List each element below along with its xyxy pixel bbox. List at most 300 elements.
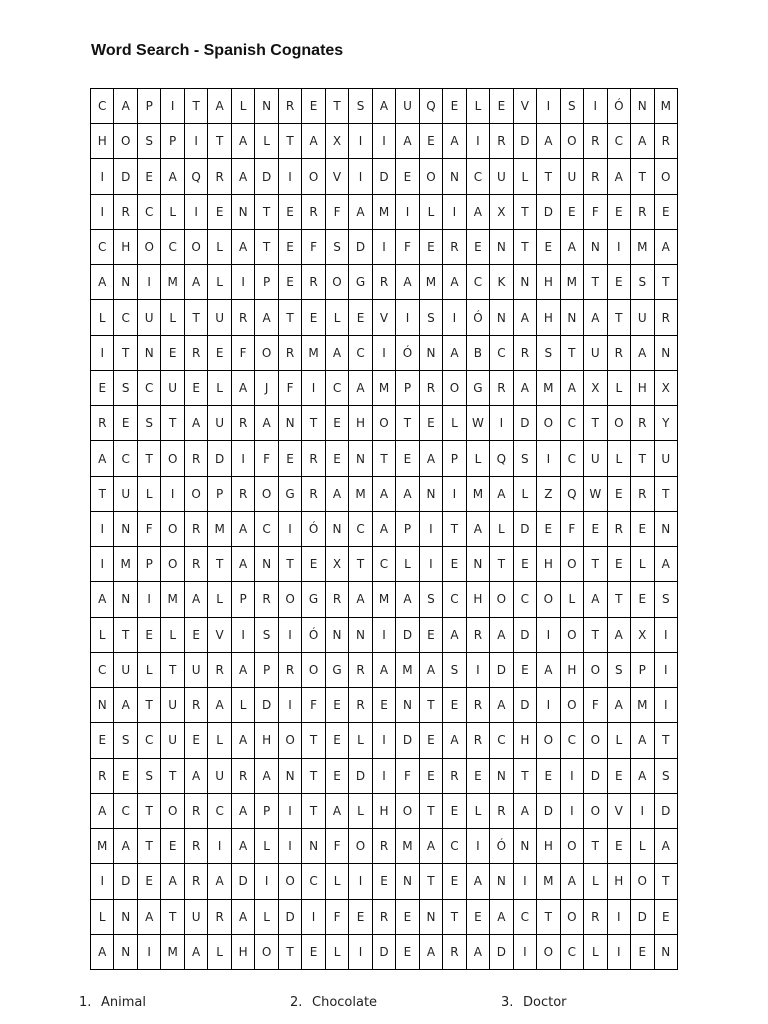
grid-cell: N xyxy=(420,477,443,512)
grid-cell: I xyxy=(91,159,114,194)
grid-cell: L xyxy=(584,864,607,899)
grid-cell: O xyxy=(255,477,278,512)
grid-cell: E xyxy=(396,159,419,194)
grid-cell: C xyxy=(514,582,537,617)
grid-cell: M xyxy=(161,935,184,970)
grid-cell: M xyxy=(631,230,654,265)
grid-cell: I xyxy=(91,195,114,230)
grid-cell: T xyxy=(114,336,137,371)
grid-cell: A xyxy=(561,864,584,899)
grid-cell: A xyxy=(608,618,631,653)
grid-cell: E xyxy=(537,759,560,794)
grid-cell: T xyxy=(185,89,208,124)
grid-cell: I xyxy=(91,864,114,899)
grid-cell: T xyxy=(584,829,607,864)
grid-cell: M xyxy=(396,829,419,864)
grid-cell: A xyxy=(185,759,208,794)
grid-cell: I xyxy=(279,688,302,723)
grid-cell: P xyxy=(255,265,278,300)
grid-cell: H xyxy=(91,124,114,159)
grid-cell: P xyxy=(631,653,654,688)
grid-cell: A xyxy=(608,688,631,723)
grid-cell: D xyxy=(631,900,654,935)
grid-cell: R xyxy=(208,159,231,194)
grid-cell: I xyxy=(537,441,560,476)
grid-cell: A xyxy=(396,124,419,159)
grid-cell: D xyxy=(514,688,537,723)
grid-cell: A xyxy=(420,935,443,970)
grid-cell: I xyxy=(467,829,490,864)
grid-cell: E xyxy=(514,653,537,688)
grid-cell: T xyxy=(255,195,278,230)
grid-cell: O xyxy=(561,900,584,935)
grid-cell: E xyxy=(490,89,513,124)
grid-cell: R xyxy=(443,759,466,794)
grid-cell: T xyxy=(255,230,278,265)
grid-cell: N xyxy=(443,159,466,194)
grid-cell: R xyxy=(185,829,208,864)
grid-cell: I xyxy=(91,336,114,371)
grid-cell: I xyxy=(91,547,114,582)
grid-cell: C xyxy=(373,547,396,582)
grid-cell: N xyxy=(326,618,349,653)
grid-cell: O xyxy=(138,230,161,265)
grid-cell: N xyxy=(467,547,490,582)
grid-cell: N xyxy=(514,829,537,864)
grid-cell: R xyxy=(443,230,466,265)
grid-cell: S xyxy=(138,124,161,159)
grid-cell: N xyxy=(114,265,137,300)
grid-cell: O xyxy=(490,582,513,617)
grid-cell: G xyxy=(279,477,302,512)
grid-cell: O xyxy=(279,723,302,758)
grid-cell: L xyxy=(255,124,278,159)
grid-cell: I xyxy=(537,618,560,653)
grid-cell: I xyxy=(655,653,678,688)
grid-cell: I xyxy=(561,759,584,794)
grid-cell: O xyxy=(420,159,443,194)
grid-cell: I xyxy=(373,124,396,159)
grid-cell: N xyxy=(655,512,678,547)
grid-cell: X xyxy=(490,195,513,230)
grid-cell: I xyxy=(373,230,396,265)
grid-cell: F xyxy=(255,441,278,476)
grid-cell: T xyxy=(302,406,325,441)
grid-cell: V xyxy=(373,300,396,335)
grid-cell: A xyxy=(326,336,349,371)
grid-cell: A xyxy=(232,159,255,194)
grid-cell: V xyxy=(514,89,537,124)
grid-cell: E xyxy=(373,688,396,723)
word-search-grid xyxy=(90,88,678,970)
grid-cell: D xyxy=(114,159,137,194)
grid-cell: A xyxy=(114,688,137,723)
grid-cell: M xyxy=(373,195,396,230)
grid-cell: E xyxy=(631,935,654,970)
grid-cell: A xyxy=(91,582,114,617)
grid-cell: S xyxy=(514,441,537,476)
grid-cell: S xyxy=(349,89,372,124)
grid-cell: T xyxy=(208,547,231,582)
grid-cell: A xyxy=(514,371,537,406)
grid-cell: D xyxy=(490,653,513,688)
grid-cell: E xyxy=(420,124,443,159)
grid-cell: I xyxy=(161,89,184,124)
grid-cell: R xyxy=(608,336,631,371)
grid-cell: E xyxy=(302,300,325,335)
grid-cell: R xyxy=(279,89,302,124)
grid-cell: O xyxy=(161,794,184,829)
grid-cell: M xyxy=(373,371,396,406)
grid-cell: S xyxy=(537,336,560,371)
grid-cell: O xyxy=(584,723,607,758)
grid-cell: N xyxy=(420,900,443,935)
grid-cell: L xyxy=(91,300,114,335)
grid-cell: T xyxy=(584,265,607,300)
grid-cell: C xyxy=(561,935,584,970)
grid-cell: P xyxy=(443,441,466,476)
grid-cell: R xyxy=(302,441,325,476)
word-number: 2. xyxy=(290,995,303,1010)
grid-cell: R xyxy=(631,406,654,441)
grid-cell: A xyxy=(373,653,396,688)
grid-cell: R xyxy=(514,336,537,371)
grid-cell: N xyxy=(114,582,137,617)
grid-cell: O xyxy=(561,688,584,723)
grid-cell: C xyxy=(326,371,349,406)
word-label: Animal xyxy=(101,995,146,1010)
grid-cell: T xyxy=(420,794,443,829)
grid-cell: A xyxy=(373,477,396,512)
grid-cell: C xyxy=(443,829,466,864)
grid-cell: A xyxy=(467,935,490,970)
grid-cell: C xyxy=(490,723,513,758)
grid-cell: A xyxy=(185,935,208,970)
grid-cell: E xyxy=(467,230,490,265)
grid-cell: C xyxy=(138,723,161,758)
grid-cell: C xyxy=(561,406,584,441)
grid-cell: A xyxy=(326,794,349,829)
grid-cell: U xyxy=(208,300,231,335)
grid-cell: D xyxy=(349,759,372,794)
grid-cell: I xyxy=(232,618,255,653)
grid-cell: R xyxy=(467,618,490,653)
grid-cell: A xyxy=(584,582,607,617)
grid-cell: N xyxy=(490,864,513,899)
grid-cell: L xyxy=(490,512,513,547)
grid-cell: E xyxy=(420,723,443,758)
grid-cell: P xyxy=(255,794,278,829)
grid-cell: R xyxy=(584,900,607,935)
grid-cell: E xyxy=(138,864,161,899)
word-list-item xyxy=(290,995,377,1010)
grid-cell: A xyxy=(631,759,654,794)
grid-cell: N xyxy=(255,547,278,582)
grid-cell: L xyxy=(514,477,537,512)
grid-cell: R xyxy=(490,794,513,829)
grid-cell: C xyxy=(91,230,114,265)
grid-cell: L xyxy=(208,935,231,970)
grid-cell: E xyxy=(161,336,184,371)
grid-cell: T xyxy=(608,582,631,617)
grid-cell: D xyxy=(396,618,419,653)
grid-cell: I xyxy=(514,864,537,899)
grid-cell: E xyxy=(514,547,537,582)
grid-cell: P xyxy=(138,547,161,582)
grid-cell: D xyxy=(349,230,372,265)
grid-cell: A xyxy=(91,265,114,300)
grid-cell: F xyxy=(326,195,349,230)
grid-cell: L xyxy=(91,618,114,653)
grid-cell: R xyxy=(655,124,678,159)
grid-cell: T xyxy=(161,759,184,794)
grid-cell: L xyxy=(326,300,349,335)
grid-cell: I xyxy=(279,159,302,194)
grid-cell: R xyxy=(232,300,255,335)
grid-cell: L xyxy=(208,371,231,406)
grid-cell: O xyxy=(185,477,208,512)
grid-cell: E xyxy=(279,195,302,230)
grid-cell: E xyxy=(420,230,443,265)
grid-cell: D xyxy=(373,935,396,970)
grid-cell: A xyxy=(114,829,137,864)
grid-cell: T xyxy=(584,618,607,653)
grid-cell: R xyxy=(114,195,137,230)
grid-cell: Z xyxy=(537,477,560,512)
grid-cell: R xyxy=(208,653,231,688)
grid-cell: A xyxy=(232,512,255,547)
grid-cell: N xyxy=(631,89,654,124)
grid-cell: I xyxy=(631,794,654,829)
grid-cell: E xyxy=(537,512,560,547)
grid-cell: R xyxy=(185,441,208,476)
grid-cell: R xyxy=(302,477,325,512)
grid-cell: E xyxy=(396,935,419,970)
grid-cell: L xyxy=(349,723,372,758)
grid-cell: N xyxy=(255,89,278,124)
grid-cell: A xyxy=(185,265,208,300)
grid-cell: A xyxy=(373,89,396,124)
grid-cell: L xyxy=(514,159,537,194)
grid-cell: C xyxy=(138,195,161,230)
grid-cell: L xyxy=(91,900,114,935)
grid-cell: L xyxy=(208,265,231,300)
grid-cell: I xyxy=(185,195,208,230)
grid-cell: A xyxy=(631,124,654,159)
grid-cell: E xyxy=(279,265,302,300)
grid-cell: A xyxy=(232,723,255,758)
grid-cell: U xyxy=(114,653,137,688)
grid-cell: X xyxy=(326,547,349,582)
grid-cell: A xyxy=(608,159,631,194)
grid-cell: F xyxy=(302,230,325,265)
grid-cell: F xyxy=(232,336,255,371)
grid-cell: N xyxy=(279,759,302,794)
grid-cell: T xyxy=(655,477,678,512)
grid-cell: L xyxy=(326,935,349,970)
grid-cell: C xyxy=(114,441,137,476)
grid-cell: I xyxy=(349,159,372,194)
grid-cell: L xyxy=(326,864,349,899)
grid-cell: A xyxy=(443,723,466,758)
grid-cell: F xyxy=(584,688,607,723)
grid-cell: F xyxy=(326,829,349,864)
grid-cell: N xyxy=(279,406,302,441)
grid-cell: D xyxy=(514,618,537,653)
grid-cell: E xyxy=(608,829,631,864)
grid-cell: E xyxy=(279,441,302,476)
grid-cell: T xyxy=(138,688,161,723)
grid-cell: E xyxy=(91,371,114,406)
grid-cell: I xyxy=(584,89,607,124)
grid-cell: A xyxy=(420,441,443,476)
grid-cell: O xyxy=(349,829,372,864)
grid-cell: L xyxy=(161,195,184,230)
grid-cell: M xyxy=(537,864,560,899)
grid-cell: Ó xyxy=(396,336,419,371)
grid-cell: L xyxy=(467,794,490,829)
grid-cell: T xyxy=(514,195,537,230)
grid-cell: T xyxy=(443,512,466,547)
grid-cell: O xyxy=(561,829,584,864)
grid-cell: U xyxy=(655,441,678,476)
grid-cell: T xyxy=(561,336,584,371)
grid-cell: I xyxy=(255,864,278,899)
grid-cell: A xyxy=(584,300,607,335)
grid-cell: R xyxy=(91,406,114,441)
grid-cell: I xyxy=(443,300,466,335)
grid-cell: J xyxy=(255,371,278,406)
grid-cell: I xyxy=(208,829,231,864)
grid-cell: A xyxy=(91,794,114,829)
grid-cell: E xyxy=(467,759,490,794)
grid-cell: E xyxy=(208,195,231,230)
grid-cell: P xyxy=(396,371,419,406)
word-list xyxy=(0,995,768,1015)
grid-cell: A xyxy=(396,582,419,617)
grid-cell: E xyxy=(161,829,184,864)
grid-cell: Q xyxy=(185,159,208,194)
grid-cell: R xyxy=(443,935,466,970)
grid-cell: R xyxy=(279,336,302,371)
grid-cell: C xyxy=(349,512,372,547)
grid-cell: L xyxy=(396,547,419,582)
grid-cell: C xyxy=(161,230,184,265)
grid-cell: E xyxy=(443,89,466,124)
grid-cell: L xyxy=(420,195,443,230)
grid-cell: E xyxy=(349,300,372,335)
grid-cell: F xyxy=(302,688,325,723)
grid-cell: T xyxy=(279,124,302,159)
grid-cell: A xyxy=(631,336,654,371)
grid-cell: R xyxy=(631,477,654,512)
grid-cell: T xyxy=(279,547,302,582)
grid-cell: L xyxy=(608,371,631,406)
grid-cell: U xyxy=(490,159,513,194)
grid-cell: E xyxy=(655,195,678,230)
grid-cell: C xyxy=(91,653,114,688)
grid-cell: R xyxy=(655,300,678,335)
grid-cell: O xyxy=(537,582,560,617)
grid-cell: O xyxy=(255,935,278,970)
grid-cell: I xyxy=(91,512,114,547)
grid-cell: R xyxy=(302,195,325,230)
grid-cell: I xyxy=(279,618,302,653)
grid-cell: I xyxy=(373,336,396,371)
grid-cell: N xyxy=(91,688,114,723)
grid-cell: A xyxy=(302,124,325,159)
grid-cell: I xyxy=(279,829,302,864)
grid-cell: E xyxy=(326,406,349,441)
grid-cell: U xyxy=(631,300,654,335)
grid-cell: N xyxy=(326,512,349,547)
grid-cell: X xyxy=(326,124,349,159)
grid-cell: N xyxy=(302,829,325,864)
grid-cell: I xyxy=(279,512,302,547)
grid-cell: A xyxy=(631,723,654,758)
grid-cell: T xyxy=(655,864,678,899)
grid-cell: C xyxy=(114,300,137,335)
grid-cell: K xyxy=(490,265,513,300)
grid-cell: R xyxy=(467,723,490,758)
grid-cell: P xyxy=(232,582,255,617)
grid-cell: A xyxy=(443,618,466,653)
grid-cell: D xyxy=(537,794,560,829)
grid-cell: I xyxy=(138,935,161,970)
grid-cell: N xyxy=(490,230,513,265)
grid-cell: R xyxy=(91,759,114,794)
grid-cell: A xyxy=(138,900,161,935)
grid-cell: E xyxy=(185,371,208,406)
grid-cell: N xyxy=(396,688,419,723)
grid-cell: I xyxy=(232,441,255,476)
grid-cell: L xyxy=(443,406,466,441)
grid-cell: E xyxy=(584,512,607,547)
grid-cell: H xyxy=(255,723,278,758)
grid-cell: I xyxy=(396,195,419,230)
grid-cell: I xyxy=(232,265,255,300)
grid-cell: I xyxy=(490,406,513,441)
grid-cell: C xyxy=(443,582,466,617)
grid-cell: U xyxy=(561,159,584,194)
grid-cell: M xyxy=(561,265,584,300)
page-title: Word Search - Spanish Cognates xyxy=(91,42,344,59)
grid-cell: P xyxy=(255,653,278,688)
grid-cell: I xyxy=(279,794,302,829)
grid-cell: E xyxy=(655,900,678,935)
grid-cell: L xyxy=(255,900,278,935)
grid-cell: L xyxy=(208,230,231,265)
grid-cell: T xyxy=(631,159,654,194)
grid-cell: H xyxy=(349,406,372,441)
grid-cell: E xyxy=(138,159,161,194)
grid-cell: I xyxy=(608,230,631,265)
grid-cell: L xyxy=(232,688,255,723)
grid-cell: U xyxy=(114,477,137,512)
grid-cell: R xyxy=(185,688,208,723)
grid-cell: M xyxy=(91,829,114,864)
grid-cell: Ó xyxy=(302,618,325,653)
grid-cell: E xyxy=(420,406,443,441)
grid-cell: U xyxy=(185,900,208,935)
grid-cell: L xyxy=(161,618,184,653)
grid-cell: H xyxy=(537,300,560,335)
grid-cell: E xyxy=(608,195,631,230)
grid-cell: E xyxy=(396,441,419,476)
grid-cell: R xyxy=(373,900,396,935)
grid-cell: C xyxy=(349,336,372,371)
grid-cell: A xyxy=(161,159,184,194)
